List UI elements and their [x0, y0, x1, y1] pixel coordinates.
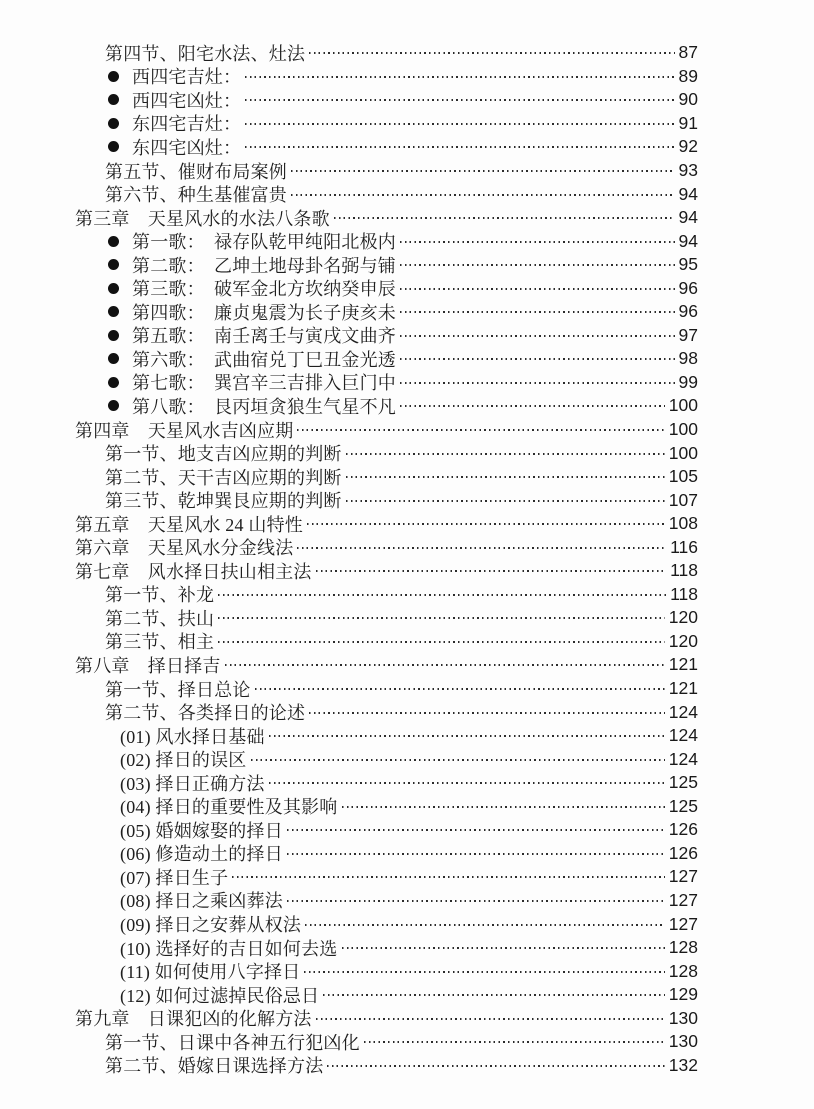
toc-entry [75, 512, 698, 536]
toc-entry [75, 795, 698, 819]
dotted-leader [245, 146, 674, 148]
toc-entry-page-number: 120 [668, 630, 698, 651]
toc-entry-label: 第二节、扶山 [105, 608, 215, 629]
toc-entry-page-number: 89 [678, 65, 698, 86]
toc-entry [75, 889, 698, 913]
dotted-leader [287, 853, 665, 855]
toc-entry-page-number: 97 [678, 324, 698, 345]
toc-entry-label: 第四章 天星风水吉凶应期 [75, 420, 294, 441]
toc-entry-label: (07) 择日生子 [120, 867, 229, 888]
toc-entry-label: 西四宅凶灶： [132, 90, 242, 111]
toc-entry [75, 1030, 698, 1054]
toc-entry-page-number: 125 [668, 795, 698, 816]
toc-entry-page-number: 94 [678, 183, 698, 204]
toc-entry [75, 865, 698, 889]
toc-entry-page-number: 93 [678, 160, 698, 180]
dotted-leader [304, 971, 664, 973]
toc-entry-page-number: 121 [668, 654, 698, 675]
toc-entry [75, 371, 698, 395]
toc-entry-page-number: 130 [668, 1007, 698, 1028]
toc-entry-page-number: 99 [678, 371, 698, 392]
dotted-leader [291, 194, 675, 196]
toc-entry-label: 第七章 风水择日扶山相主法 [75, 561, 312, 582]
toc-entry-page-number: 118 [670, 583, 698, 604]
toc-entry-label: 第五节、催财布局案例 [105, 161, 287, 182]
toc-entry-page-number: 121 [668, 678, 698, 699]
toc-entry-label: 第六歌： 武曲宿兑丁巳丑金光透 [132, 349, 396, 370]
toc-entry [75, 630, 698, 654]
bullet-icon [108, 330, 119, 341]
toc-entry-page-number: 130 [668, 1031, 698, 1052]
bullet-icon [108, 400, 119, 411]
toc-entry-label: (03) 择日正确方法 [120, 773, 265, 794]
toc-entry-page-number: 120 [668, 607, 698, 628]
dotted-leader [346, 453, 665, 455]
dotted-leader [287, 829, 665, 831]
dotted-leader [364, 1041, 665, 1043]
toc-entry-page-number: 108 [668, 513, 698, 534]
toc-entry-page-number: 90 [678, 89, 698, 110]
toc-entry [75, 724, 698, 748]
bullet-icon [108, 306, 119, 317]
dotted-leader [269, 735, 665, 737]
toc-entry-label: 第二节、各类择日的论述 [105, 703, 306, 724]
dotted-leader [316, 1018, 665, 1020]
dotted-leader [400, 382, 675, 384]
toc-entry-page-number: 118 [670, 560, 698, 581]
dotted-leader [342, 947, 665, 949]
table-of-contents [75, 41, 698, 1077]
toc-entry-page-number: 132 [668, 1054, 698, 1075]
bullet-icon [108, 236, 119, 247]
toc-entry [75, 135, 698, 159]
dotted-leader [346, 476, 665, 478]
dotted-leader [291, 170, 675, 172]
toc-entry [75, 747, 698, 771]
toc-entry-page-number: 107 [668, 489, 698, 510]
toc-entry [75, 394, 698, 418]
bullet-icon [108, 283, 119, 294]
toc-entry [75, 535, 698, 559]
toc-entry [75, 300, 698, 324]
bullet-icon [108, 94, 119, 105]
toc-entry-label: 第四歌： 廉贞鬼震为长子庚亥未 [132, 302, 396, 323]
toc-entry [75, 488, 698, 512]
toc-entry [75, 182, 698, 206]
toc-entry-label: 第六章 天星风水分金线法 [75, 538, 294, 559]
toc-entry [75, 700, 698, 724]
toc-entry-label: 西四宅吉灶： [132, 67, 242, 88]
dotted-leader [327, 1065, 664, 1067]
dotted-leader [218, 617, 665, 619]
dotted-leader [305, 924, 665, 926]
toc-entry-label: 第八歌： 艮丙垣贪狼生气星不凡 [132, 396, 396, 417]
toc-entry [75, 229, 698, 253]
dotted-leader [309, 52, 674, 54]
dotted-leader [218, 594, 666, 596]
dotted-leader [269, 782, 665, 784]
toc-entry-label: 第五章 天星风水 24 山特性 [75, 514, 303, 535]
toc-entry-page-number: 87 [678, 42, 698, 63]
toc-entry-label: 第二节、婚嫁日课选择方法 [105, 1056, 324, 1077]
toc-entry [75, 159, 698, 183]
dotted-leader [232, 876, 665, 878]
bullet-icon [108, 118, 119, 129]
toc-entry [75, 936, 698, 960]
toc-entry [75, 842, 698, 866]
dotted-leader [218, 641, 665, 643]
toc-entry-label: 第一节、补龙 [105, 585, 215, 606]
toc-entry-label: 第三节、乾坤巽艮应期的判断 [105, 491, 342, 512]
toc-entry-page-number: 125 [668, 772, 698, 793]
bullet-icon [108, 377, 119, 388]
toc-entry [75, 1054, 698, 1078]
dotted-leader [297, 429, 664, 431]
toc-entry-page-number: 124 [668, 725, 698, 746]
toc-entry [75, 1006, 698, 1030]
toc-entry-label: 第一节、择日总论 [105, 679, 251, 700]
toc-entry-label: 第九章 日课犯凶的化解方法 [75, 1009, 312, 1030]
bullet-icon [108, 71, 119, 82]
dotted-leader [225, 664, 665, 666]
toc-entry [75, 959, 698, 983]
toc-entry-page-number: 124 [668, 748, 698, 769]
toc-entry-page-number: 128 [668, 960, 698, 981]
toc-entry [75, 606, 698, 630]
toc-entry-page-number: 91 [678, 112, 698, 133]
dotted-leader [400, 405, 665, 407]
toc-entry [75, 418, 698, 442]
toc-entry-page-number: 105 [668, 466, 698, 487]
toc-entry-page-number: 100 [668, 395, 698, 416]
dotted-leader [309, 712, 665, 714]
toc-entry [75, 253, 698, 277]
toc-entry-label: 第三章 天星风水的水法八条歌 [75, 208, 330, 229]
toc-entry-page-number: 127 [668, 866, 698, 887]
toc-entry [75, 276, 698, 300]
toc-entry [75, 912, 698, 936]
toc-entry [75, 65, 698, 89]
toc-entry-label: 第一歌： 禄存队乾甲纯阳北极内 [132, 232, 396, 253]
toc-entry-label: (10) 选择好的吉日如何去选 [120, 938, 338, 959]
toc-entry-label: (12) 如何过滤掉民俗忌日 [120, 985, 320, 1006]
toc-entry-label: 第七歌： 巽宫辛三吉排入巨门中 [132, 373, 396, 394]
toc-entry-page-number: 126 [668, 819, 698, 840]
toc-entry-label: 第四节、阳宅水法、灶法 [105, 43, 306, 64]
toc-entry-label: (11) 如何使用八字择日 [120, 962, 301, 983]
dotted-leader [251, 759, 665, 761]
toc-entry [75, 41, 698, 65]
toc-entry-label: 第三节、相主 [105, 632, 215, 653]
toc-entry-page-number: 124 [668, 701, 698, 722]
dotted-leader [245, 123, 674, 125]
toc-entry-page-number: 126 [668, 842, 698, 863]
toc-entry-label: (01) 风水择日基础 [120, 726, 265, 747]
toc-entry-label: (09) 择日之安葬从权法 [120, 915, 302, 936]
toc-entry-page-number: 94 [678, 207, 698, 228]
toc-entry-page-number: 95 [678, 254, 698, 275]
toc-entry-page-number: 96 [678, 301, 698, 322]
dotted-leader [245, 76, 674, 78]
toc-entry-label: 第一节、日课中各神五行犯凶化 [105, 1032, 360, 1053]
bullet-icon [108, 353, 119, 364]
dotted-leader [400, 358, 675, 360]
dotted-leader [334, 217, 675, 219]
toc-entry-page-number: 96 [678, 277, 698, 298]
toc-entry-label: 东四宅凶灶： [132, 137, 242, 158]
toc-entry-label: 第六节、种生基催富贵 [105, 185, 287, 206]
dotted-leader [287, 900, 665, 902]
toc-entry [75, 441, 698, 465]
dotted-leader [255, 688, 665, 690]
dotted-leader [400, 264, 675, 266]
dotted-leader [316, 570, 666, 572]
toc-entry-label: 第八章 择日择吉 [75, 656, 221, 676]
toc-entry-page-number: 94 [678, 230, 698, 251]
dotted-leader [400, 311, 675, 313]
dotted-leader [245, 99, 674, 101]
toc-entry [75, 206, 698, 230]
toc-entry [75, 818, 698, 842]
dotted-leader [400, 241, 675, 243]
dotted-leader [346, 500, 665, 502]
toc-entry-label: 第二歌： 乙坤土地母卦名弼与铺 [132, 255, 396, 276]
toc-entry [75, 677, 698, 701]
toc-entry-label: 东四宅吉灶： [132, 114, 242, 135]
toc-entry-label: (04) 择日的重要性及其影响 [120, 797, 338, 818]
bullet-icon [108, 141, 119, 152]
toc-entry-label: (08) 择日之乘凶葬法 [120, 891, 283, 912]
toc-entry [75, 112, 698, 136]
toc-entry-page-number: 92 [678, 136, 698, 157]
toc-entry [75, 653, 698, 677]
toc-entry-label: 第三歌： 破军金北方坎纳癸申辰 [132, 279, 396, 300]
toc-entry [75, 983, 698, 1007]
toc-entry-label: (05) 婚姻嫁娶的择日 [120, 820, 283, 841]
toc-entry [75, 559, 698, 583]
toc-entry [75, 583, 698, 607]
dotted-leader [307, 523, 665, 525]
toc-entry [75, 347, 698, 371]
dotted-leader [400, 335, 675, 337]
toc-entry-page-number: 98 [678, 348, 698, 369]
toc-entry-label: 第五歌： 南壬离壬与寅戌文曲齐 [132, 326, 396, 347]
dotted-leader [400, 288, 675, 290]
toc-entry [75, 465, 698, 489]
toc-entry-page-number: 100 [668, 442, 698, 463]
toc-entry-page-number: 100 [668, 419, 698, 440]
dotted-leader [323, 994, 665, 996]
toc-entry-label: 第二节、天干吉凶应期的判断 [105, 467, 342, 488]
toc-entry-page-number: 127 [668, 913, 698, 934]
toc-entry-label: 第一节、地支吉凶应期的判断 [105, 444, 342, 465]
toc-entry-page-number: 129 [668, 984, 698, 1005]
toc-entry-page-number: 128 [668, 937, 698, 958]
toc-entry-page-number: 127 [668, 889, 698, 910]
toc-entry-page-number: 116 [670, 536, 698, 557]
dotted-leader [342, 806, 665, 808]
bullet-icon [108, 259, 119, 270]
toc-entry [75, 88, 698, 112]
toc-entry-label: (02) 择日的误区 [120, 750, 247, 771]
toc-entry [75, 771, 698, 795]
dotted-leader [297, 547, 666, 549]
toc-entry-label: (06) 修造动土的择日 [120, 844, 283, 865]
toc-entry [75, 324, 698, 348]
